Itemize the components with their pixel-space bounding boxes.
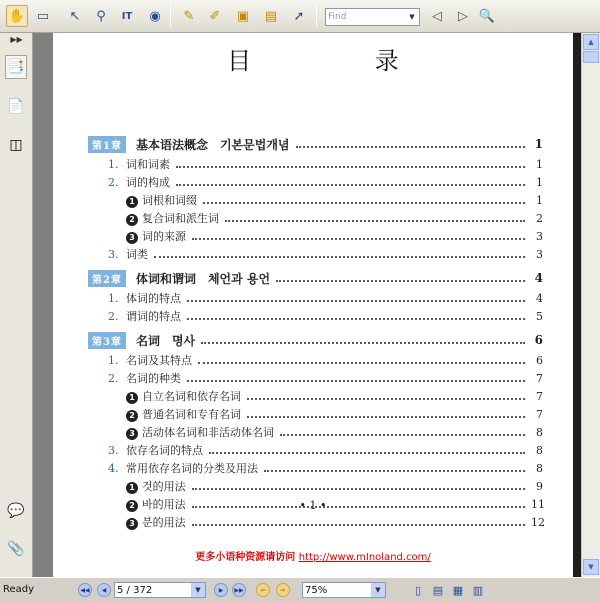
chevron-down-icon[interactable]: ▼ <box>371 583 385 597</box>
scroll-down-icon[interactable]: ▼ <box>583 559 599 575</box>
toc-entry-label <box>88 136 290 153</box>
chapter-badge: 第2章 <box>88 270 126 287</box>
toc-entry-text: 普通名词和专有名词 <box>142 408 241 421</box>
next-page-icon[interactable]: ▶ <box>214 583 228 597</box>
page-field-value: 5 / 372 <box>117 584 153 596</box>
toc-entry-text: 体词和谓词 체언과 용언 <box>135 271 271 286</box>
toolbar-separator <box>316 5 317 27</box>
typewriter-icon[interactable]: IT <box>121 10 133 22</box>
numbered-bullet: 2 <box>126 214 138 226</box>
back-icon[interactable]: ⇦ <box>256 583 270 597</box>
toc-entry[interactable] <box>108 351 543 369</box>
toc-entry[interactable] <box>108 155 543 173</box>
toc-entry-label <box>108 290 181 306</box>
toc-page-number: 6 <box>534 333 543 347</box>
toc-entry[interactable] <box>108 245 543 263</box>
toc-entry[interactable] <box>126 405 543 423</box>
dot-leader <box>192 524 525 526</box>
panel-toggle-icon[interactable]: ▶▶ <box>10 35 23 44</box>
toc-page-number: 7 <box>536 407 543 421</box>
chapter-badge: 第3章 <box>88 332 126 349</box>
footer-text: 更多小语种资源请访问 <box>195 552 299 563</box>
dot-leader <box>176 166 525 168</box>
document-view[interactable] <box>33 33 581 577</box>
find-input[interactable] <box>326 9 406 25</box>
numbered-bullet: 1 <box>126 196 138 208</box>
select-icon[interactable]: ↖ <box>69 8 81 24</box>
dot-leader <box>154 256 525 258</box>
toc-page-number: 4 <box>534 271 543 285</box>
dot-leader <box>192 488 525 490</box>
find-next-icon[interactable]: ▷ <box>458 8 468 24</box>
toolbar <box>0 0 600 33</box>
toc-entry-label <box>108 460 258 476</box>
toc-page-number: 9 <box>536 479 543 493</box>
section-number: 3. <box>108 444 119 457</box>
zoom-select[interactable] <box>302 582 386 598</box>
toc-page-number: 5 <box>536 309 543 323</box>
annotate-icon[interactable]: ✎ <box>183 8 195 24</box>
dot-leader <box>209 452 525 454</box>
page-number: • 1 • <box>299 499 327 512</box>
toc-entry[interactable] <box>108 307 543 325</box>
pdf-page <box>53 33 573 577</box>
toc-page-number: 8 <box>536 443 543 457</box>
toc-entry-text: 谓词的特点 <box>126 310 181 323</box>
toc-page-number: 1 <box>536 193 543 207</box>
section-number: 3. <box>108 248 119 261</box>
toc-entry-text: 基本语法概念 기본문법개념 <box>135 137 290 152</box>
toc-entry-label <box>126 424 274 440</box>
toc-entry-text: 词根和词缀 <box>142 194 197 207</box>
toc-entry[interactable] <box>126 191 543 209</box>
toc-entry-label <box>126 210 219 226</box>
dot-leader <box>201 342 525 344</box>
continuous-facing-view-icon[interactable]: ▥ <box>472 583 484 597</box>
layers-icon[interactable]: ◫ <box>9 137 23 153</box>
toc-entry[interactable] <box>108 173 543 191</box>
toc-entry-label <box>126 388 241 404</box>
comment-icon[interactable]: ▤ <box>264 8 278 24</box>
section-number: 1. <box>108 158 119 171</box>
section-number: 2. <box>108 176 119 189</box>
toc-chapter-entry[interactable] <box>88 269 543 287</box>
footer-link[interactable]: http://www.mInoland.com/ <box>298 552 431 563</box>
previous-page-icon[interactable]: ◀ <box>97 583 111 597</box>
toc-page-number: 11 <box>531 497 545 511</box>
text-box-icon[interactable]: ▣ <box>236 8 250 24</box>
toc-page-number: 8 <box>536 461 543 475</box>
status-bar <box>0 577 600 602</box>
dot-leader <box>192 238 525 240</box>
select-text-icon[interactable]: ▭ <box>36 8 50 24</box>
toc-page-number: 3 <box>536 247 543 261</box>
dot-leader <box>176 184 525 186</box>
toc-entry[interactable] <box>126 423 543 441</box>
toc-page-number: 6 <box>536 353 543 367</box>
dot-leader <box>187 380 525 382</box>
toc-page-number: 3 <box>536 229 543 243</box>
chapter-badge: 第1章 <box>88 136 126 153</box>
page-shadow <box>573 33 581 577</box>
section-number: 1. <box>108 354 119 367</box>
last-page-icon[interactable]: ▶▶ <box>232 583 246 597</box>
numbered-bullet: 1 <box>126 392 138 404</box>
toc-entry[interactable] <box>126 513 543 531</box>
toc-entry-text: 词的构成 <box>126 176 170 189</box>
dot-leader <box>276 280 525 282</box>
dot-leader <box>203 202 525 204</box>
chevron-down-icon[interactable]: ▼ <box>409 13 415 21</box>
toc-entry-label <box>88 270 270 287</box>
toolbar-separator <box>170 5 171 27</box>
section-number: 4. <box>108 462 119 475</box>
toc-entry[interactable] <box>108 459 543 477</box>
toc-entry-text: 词和词素 <box>126 158 170 171</box>
toc-entry[interactable] <box>126 209 543 227</box>
forward-icon[interactable]: ⇨ <box>276 583 290 597</box>
toc-entry-text: 依存名词的特点 <box>126 444 203 457</box>
toc-entry-label <box>108 442 203 458</box>
toc-page-number: 7 <box>536 389 543 403</box>
toc-entry-text: 体词的特点 <box>126 292 181 305</box>
scroll-up-icon[interactable]: ▲ <box>583 34 599 50</box>
toc-entry-text: 自立名词和依存名词 <box>142 390 241 403</box>
toc-entry-label <box>108 370 181 386</box>
dot-leader <box>187 300 525 302</box>
toc-entry-label <box>88 332 195 349</box>
toc-entry[interactable] <box>126 477 543 495</box>
toc-entry-text: 复合词和派生词 <box>142 212 219 225</box>
find-box <box>325 8 420 26</box>
single-page-view-icon[interactable]: ▯ <box>414 583 422 597</box>
status-text: Ready <box>3 584 35 595</box>
toc-page-number: 12 <box>531 515 545 529</box>
arrow-icon[interactable]: ➚ <box>293 8 305 24</box>
toc-entry-label <box>126 192 197 208</box>
toc-page-number: 1 <box>534 137 543 151</box>
vertical-scrollbar[interactable] <box>581 33 600 577</box>
attachments-icon[interactable]: 📎 <box>7 541 25 557</box>
first-page-icon[interactable]: ◀◀ <box>78 583 92 597</box>
toc-entry-label <box>108 174 170 190</box>
search-icon[interactable]: 🔍 <box>478 8 496 24</box>
facing-view-icon[interactable]: ▦ <box>452 583 464 597</box>
toc-entry-text: 바的用法 <box>142 498 186 511</box>
note-icon[interactable]: ✐ <box>209 8 221 24</box>
dot-leader <box>264 470 525 472</box>
numbered-bullet: 1 <box>126 482 138 494</box>
toc-entry-label <box>126 406 241 422</box>
toc-entry-label <box>108 352 192 368</box>
toc-entry[interactable] <box>108 441 543 459</box>
bookmarks-icon[interactable]: 📄 <box>7 99 25 115</box>
find-binoculars-icon[interactable]: ⚲ <box>96 8 106 24</box>
find-previous-icon[interactable]: ◁ <box>432 8 442 24</box>
continuous-view-icon[interactable]: ▤ <box>432 583 444 597</box>
section-number: 2. <box>108 372 119 385</box>
comments-panel-icon[interactable]: 💬 <box>7 503 25 519</box>
toc-entry-label <box>108 156 170 172</box>
dot-leader <box>198 362 525 364</box>
toc-entry-text: 常用依存名词的分类及用法 <box>126 462 258 475</box>
page-title: 目 录 <box>227 47 457 75</box>
numbered-bullet: 3 <box>126 428 138 440</box>
numbered-bullet: 2 <box>126 410 138 422</box>
toc-page-number: 8 <box>536 425 543 439</box>
pages-icon[interactable]: 📑 <box>5 55 27 79</box>
toc-entry[interactable] <box>108 369 543 387</box>
dot-leader <box>225 220 525 222</box>
zoom-value: 75% <box>305 584 328 596</box>
toc-entry-label <box>126 228 186 244</box>
toc-entry-text: 活动体名词和非活动体名词 <box>142 426 274 439</box>
numbered-bullet: 3 <box>126 518 138 530</box>
toc-entry-text: 词类 <box>126 248 148 261</box>
toc-entry[interactable] <box>108 289 543 307</box>
toc-chapter-entry[interactable] <box>88 331 543 349</box>
toc-entry-text: 名词及其特点 <box>126 354 192 367</box>
page-field[interactable] <box>114 582 206 598</box>
toc-page-number: 2 <box>536 211 543 225</box>
section-number: 2. <box>108 310 119 323</box>
toc-entry-label <box>108 246 148 262</box>
dot-leader <box>247 398 525 400</box>
toc-entry-text: 词的来源 <box>142 230 186 243</box>
toc-entry-text: 名词的种类 <box>126 372 181 385</box>
footer-note <box>53 548 573 563</box>
toc-page-number: 1 <box>536 157 543 171</box>
dot-leader <box>280 434 525 436</box>
scrollbar-thumb[interactable] <box>583 51 599 63</box>
dot-leader <box>187 318 525 320</box>
hand-tool-icon[interactable]: ✋ <box>6 5 28 27</box>
navigation-panel <box>0 33 33 577</box>
toc-entry-label <box>108 308 181 324</box>
dot-leader <box>296 146 525 148</box>
toc-entry-text: 名词 명사 <box>135 333 196 348</box>
toc-entry-label <box>126 514 186 530</box>
snapshot-icon[interactable]: ◉ <box>149 8 161 24</box>
toc-chapter-entry[interactable] <box>88 135 543 153</box>
toc-entry-label <box>126 478 186 494</box>
toc-entry[interactable] <box>126 227 543 245</box>
dot-leader <box>247 416 525 418</box>
toc-entry-text: 것的用法 <box>142 480 186 493</box>
toc-page-number: 4 <box>536 291 543 305</box>
toc-entry-text: 분的用法 <box>142 516 186 529</box>
toc-entry[interactable] <box>126 387 543 405</box>
numbered-bullet: 2 <box>126 500 138 512</box>
toc-page-number: 7 <box>536 371 543 385</box>
numbered-bullet: 3 <box>126 232 138 244</box>
section-number: 1. <box>108 292 119 305</box>
chevron-down-icon[interactable]: ▼ <box>191 583 205 597</box>
toc-page-number: 1 <box>536 175 543 189</box>
